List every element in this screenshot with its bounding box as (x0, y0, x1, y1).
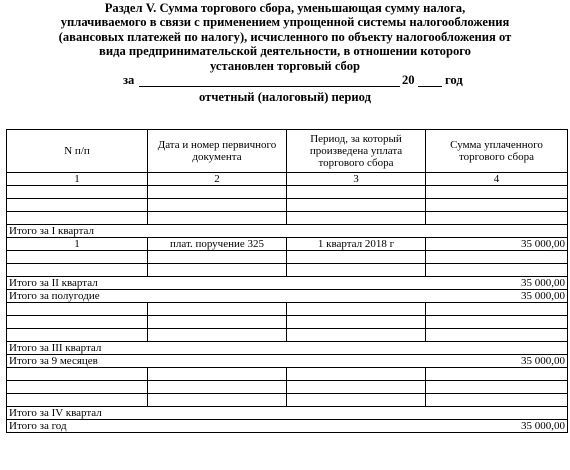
total-sum: 35 000,00 (426, 420, 568, 433)
payment-number: 1 (7, 238, 148, 251)
table-cell[interactable] (7, 199, 148, 212)
table-row (7, 251, 568, 264)
heading-line: установлен торговый сбор (210, 58, 360, 73)
table-cell[interactable] (148, 212, 287, 225)
payment-document: плат. поручение 325 (148, 238, 287, 251)
table-cell[interactable] (287, 329, 426, 342)
table-cell[interactable] (287, 212, 426, 225)
table-cell[interactable] (287, 316, 426, 329)
table-row (7, 199, 568, 212)
header-sum: Сумма уплаченного торгового сбора (426, 130, 568, 173)
total-row-half (7, 290, 568, 303)
table-row (7, 394, 568, 407)
payment-sum: 35 000,00 (426, 238, 568, 251)
table-row (7, 329, 568, 342)
heading-line: вида предпринимательской деятельности, в отношении которого (99, 44, 471, 59)
table-cell[interactable] (148, 394, 287, 407)
table-row (7, 238, 568, 251)
table-cell[interactable] (148, 329, 287, 342)
column-number: 2 (148, 173, 287, 186)
table-cell[interactable] (7, 316, 148, 329)
total-sum: 35 000,00 (426, 355, 568, 368)
table-cell[interactable] (426, 316, 568, 329)
table-row (7, 212, 568, 225)
table-cell[interactable] (7, 381, 148, 394)
total-row-9m (7, 355, 568, 368)
table-cell[interactable] (287, 186, 426, 199)
total-label: Итого за IV квартал (7, 407, 568, 420)
table-cell[interactable] (287, 251, 426, 264)
table-cell[interactable] (148, 199, 287, 212)
period-caption: отчетный (налоговый) период (199, 90, 371, 104)
total-label: Итого за год (7, 420, 426, 433)
table-cell[interactable] (7, 303, 148, 316)
table-cell[interactable] (148, 186, 287, 199)
table-header-row (7, 130, 568, 173)
total-label: Итого за II квартал (7, 277, 426, 290)
table-row (7, 264, 568, 277)
total-label: Итого за III квартал (7, 342, 568, 355)
total-row-q4 (7, 407, 568, 420)
table-cell[interactable] (287, 394, 426, 407)
table-cell[interactable] (426, 212, 568, 225)
total-row-q2 (7, 277, 568, 290)
table-cell[interactable] (7, 394, 148, 407)
table-cell[interactable] (426, 264, 568, 277)
table-row (7, 381, 568, 394)
trade-fee-table (6, 129, 568, 433)
total-row-q1 (7, 225, 568, 238)
column-number: 4 (426, 173, 568, 186)
table-cell[interactable] (7, 329, 148, 342)
table-row (7, 303, 568, 316)
table-cell[interactable] (426, 303, 568, 316)
table-row (7, 368, 568, 381)
table-cell[interactable] (426, 329, 568, 342)
table-cell[interactable] (148, 368, 287, 381)
total-label: Итого за 9 месяцев (7, 355, 426, 368)
table-cell[interactable] (148, 381, 287, 394)
total-row-q3 (7, 342, 568, 355)
total-label: Итого за I квартал (7, 225, 568, 238)
total-sum: 35 000,00 (426, 290, 568, 303)
table-cell[interactable] (287, 381, 426, 394)
table-cell[interactable] (426, 199, 568, 212)
total-label: Итого за полугодие (7, 290, 426, 303)
table-cell[interactable] (7, 212, 148, 225)
table-cell[interactable] (426, 186, 568, 199)
table-cell[interactable] (287, 303, 426, 316)
column-number: 3 (287, 173, 426, 186)
table-cell[interactable] (7, 368, 148, 381)
header-period: Период, за который произведена уплата торгового сбора (287, 130, 426, 173)
table-cell[interactable] (426, 251, 568, 264)
total-sum: 35 000,00 (426, 277, 568, 290)
year-prefix: 20 (402, 73, 415, 87)
table-cell[interactable] (148, 264, 287, 277)
table-cell[interactable] (7, 186, 148, 199)
table-cell[interactable] (287, 264, 426, 277)
table-row (7, 186, 568, 199)
table-cell[interactable] (148, 316, 287, 329)
table-cell[interactable] (287, 368, 426, 381)
table-cell[interactable] (148, 303, 287, 316)
total-row-year (7, 420, 568, 433)
table-cell[interactable] (7, 251, 148, 264)
period-underline (139, 86, 400, 87)
period-prefix: за (123, 73, 135, 87)
column-number-row (7, 173, 568, 186)
payment-period: 1 квартал 2018 г (287, 238, 426, 251)
table-cell[interactable] (7, 264, 148, 277)
table-row (7, 316, 568, 329)
table-cell[interactable] (426, 381, 568, 394)
year-underline (418, 86, 442, 87)
column-number: 1 (7, 173, 148, 186)
heading-line: (авансовых платежей по налогу), исчисленного по объекту налогообложения от (58, 29, 512, 44)
section-heading (0, 1, 570, 73)
table-cell[interactable] (426, 368, 568, 381)
table-cell[interactable] (426, 394, 568, 407)
heading-line: Раздел V. Сумма торгового сбора, уменьшающая сумму налога, (104, 1, 466, 15)
year-suffix: год (445, 73, 463, 87)
header-n: N п/п (7, 130, 148, 173)
table-cell[interactable] (148, 251, 287, 264)
table-cell[interactable] (287, 199, 426, 212)
header-doc: Дата и номер первичного документа (148, 130, 287, 173)
heading-line: уплачиваемого в связи с применением упрощенной системы налогообложения (60, 15, 510, 30)
